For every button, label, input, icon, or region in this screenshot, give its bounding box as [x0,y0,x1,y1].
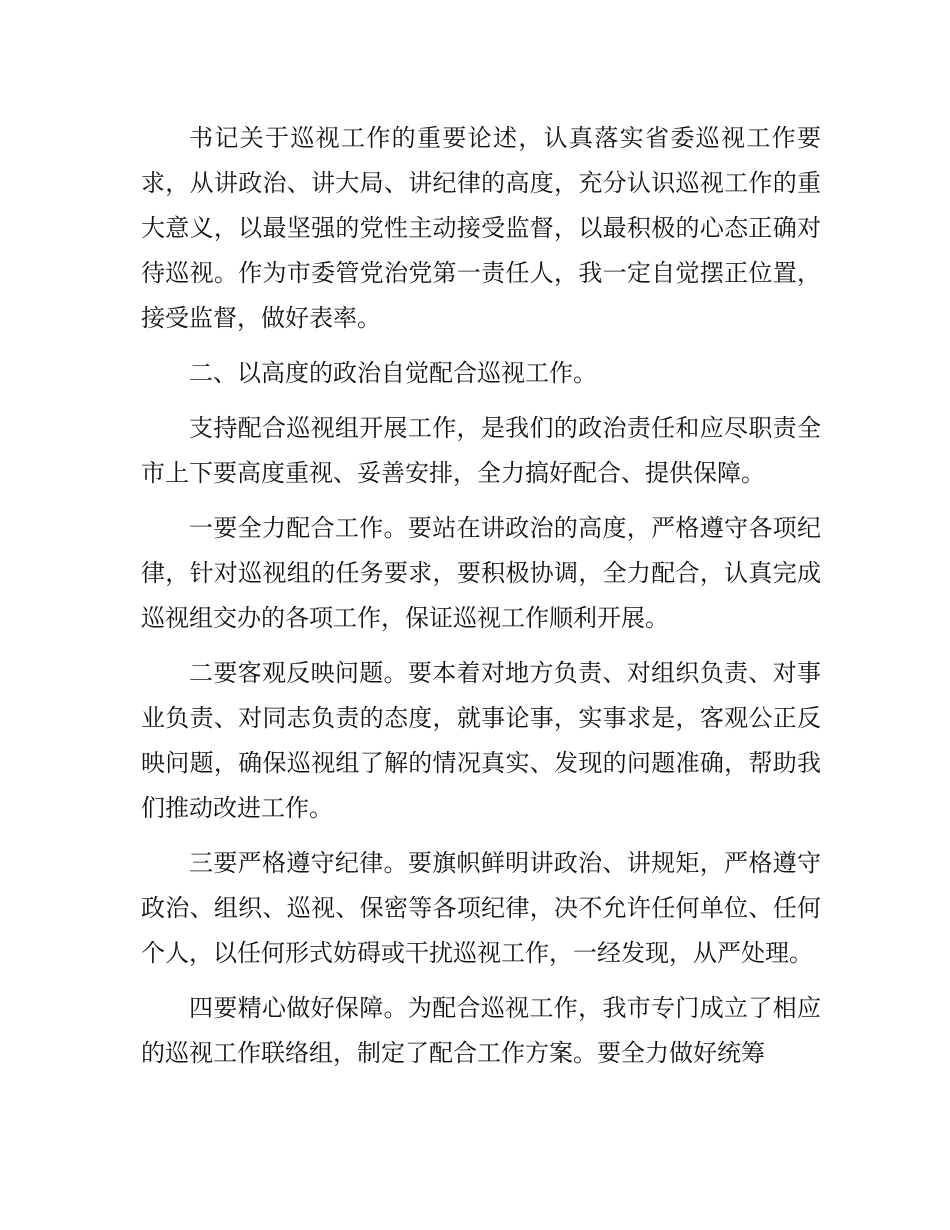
paragraph-point-two: 二要客观反映问题。要本着对地方负责、对组织负责、对事业负责、对同志负责的态度，就事论事，实事求是，客观公正反映问题，确保巡视组了解的情况真实、发现的问题准确，帮助我们推动改进工作。 [141,659,821,822]
paragraph-support-inspection: 支持配合巡视组开展工作，是我们的政治责任和应尽职责全市上下要高度重视、妥善安排，全力搞好配合、提供保障。 [141,414,821,487]
paragraph-point-one: 一要全力配合工作。要站在讲政治的高度，严格遵守各项纪律，针对巡视组的任务要求，要积极协调，全力配合，认真完成巡视组交办的各项工作，保证巡视工作顺利开展。 [141,514,821,632]
paragraph-speech-intro: 书记关于巡视工作的重要论述，认真落实省委巡视工作要求，从讲政治、讲大局、讲纪律的高度，充分认识巡视工作的重大意义，以最坚强的党性主动接受监督，以最积极的心态正确对待巡视。作为市委管党治党第一责任人，我一定自觉摆正位置，接受监督，做好表率。 [141,124,821,332]
document-body [141,116,821,1086]
paragraph-point-four: 四要精心做好保障。为配合巡视工作，我市专门成立了相应的巡视工作联络组，制定了配合工作方案。要全力做好统筹 [141,994,821,1067]
section-heading-two: 二、以高度的政治自觉配合巡视工作。 [189,359,597,387]
paragraph-point-three: 三要严格遵守纪律。要旗帜鲜明讲政治、讲规矩，严格遵守政治、组织、巡视、保密等各项纪律，决不允许任何单位、任何个人，以任何形式妨碍或干扰巡视工作，一经发现，从严处理。 [141,849,821,967]
